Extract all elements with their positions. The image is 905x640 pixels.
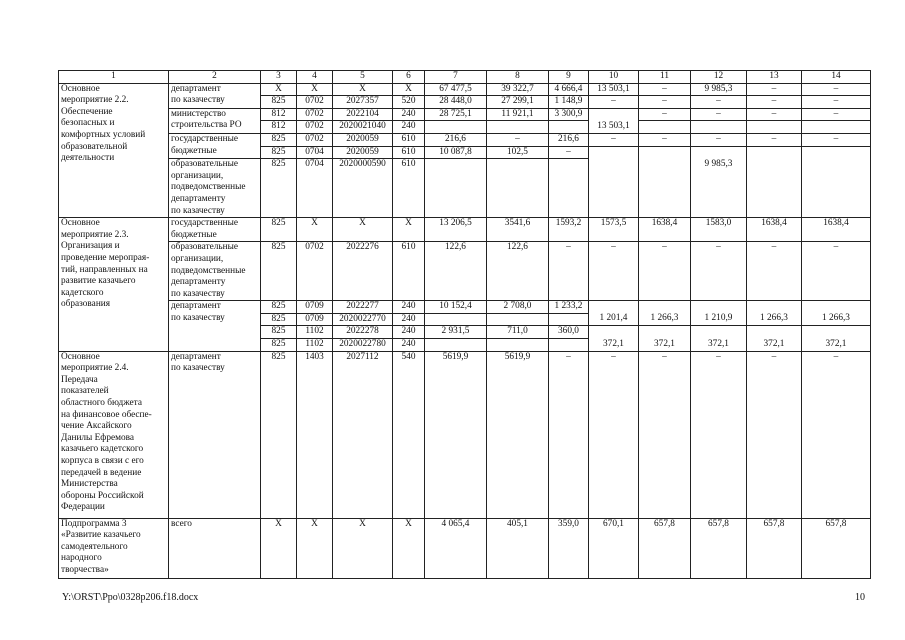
- amount-cell: 122,6: [425, 242, 487, 301]
- amount-cell: 1 148,9: [549, 96, 589, 109]
- empty-cell: [589, 159, 639, 218]
- amount-cell: 28 448,0: [425, 96, 487, 109]
- empty-cell: [639, 146, 691, 159]
- amount-cell: 1573,5: [589, 218, 639, 242]
- empty-cell: [747, 121, 802, 134]
- amount-cell: –: [691, 351, 747, 518]
- amount-cell: [549, 121, 589, 134]
- empty-cell: [639, 159, 691, 218]
- empty-cell: [802, 301, 871, 314]
- amount-cell: –: [802, 351, 871, 518]
- table-row: [59, 351, 871, 518]
- amount-cell: 1 266,3: [639, 313, 691, 326]
- code-cell: Х: [297, 218, 333, 242]
- code-cell: 2022278: [333, 326, 393, 339]
- code-cell: 2020059: [333, 133, 393, 146]
- code-cell: 240: [393, 339, 425, 352]
- column-number: 14: [802, 71, 871, 84]
- subprogram-title: Подпрограмма 3 «Развитие казачьего самодеятельного народного творчества»: [59, 518, 169, 578]
- code-cell: 812: [261, 108, 297, 121]
- amount-cell: 657,8: [802, 518, 871, 578]
- code-cell: Х: [297, 83, 333, 96]
- code-cell: 825: [261, 146, 297, 159]
- amount-cell: 3 300,9: [549, 108, 589, 121]
- amount-cell: 1638,4: [747, 218, 802, 242]
- amount-cell: [589, 108, 639, 121]
- amount-cell: 657,8: [747, 518, 802, 578]
- amount-cell: 1 201,4: [589, 313, 639, 326]
- amount-cell: 10 087,8: [425, 146, 487, 159]
- amount-cell: –: [639, 83, 691, 96]
- file-path-footer: Y:\ORST\Ppo\0328p206.f18.docx: [62, 592, 199, 603]
- amount-cell: 405,1: [487, 518, 549, 578]
- empty-cell: [747, 301, 802, 314]
- amount-cell: –: [589, 242, 639, 301]
- amount-cell: 1 266,3: [747, 313, 802, 326]
- amount-cell: –: [802, 83, 871, 96]
- amount-cell: 657,8: [639, 518, 691, 578]
- executor-cell: департамент по казачеству: [169, 301, 261, 351]
- amount-cell: 67 477,5: [425, 83, 487, 96]
- amount-cell: 5619,9: [487, 351, 549, 518]
- amount-cell: 360,0: [549, 326, 589, 339]
- code-cell: 2020021040: [333, 121, 393, 134]
- executor-cell: департамент по казачеству: [169, 83, 261, 108]
- code-cell: 1102: [297, 326, 333, 339]
- code-cell: 0709: [297, 301, 333, 314]
- empty-cell: [639, 326, 691, 339]
- empty-cell: [747, 159, 802, 218]
- code-cell: Х: [261, 518, 297, 578]
- amount-cell: –: [802, 133, 871, 146]
- code-cell: 2022277: [333, 301, 393, 314]
- amount-cell: 13 206,5: [425, 218, 487, 242]
- amount-cell: –: [802, 242, 871, 301]
- code-cell: 2027357: [333, 96, 393, 109]
- column-number: 12: [691, 71, 747, 84]
- code-cell: 520: [393, 96, 425, 109]
- code-cell: 0702: [297, 121, 333, 134]
- column-number: 13: [747, 71, 802, 84]
- amount-cell: 3541,6: [487, 218, 549, 242]
- code-cell: 610: [393, 133, 425, 146]
- amount-cell: 11 921,1: [487, 108, 549, 121]
- empty-cell: [691, 326, 747, 339]
- amount-cell: 9 985,3: [691, 83, 747, 96]
- amount-cell: –: [639, 351, 691, 518]
- code-cell: Х: [297, 518, 333, 578]
- code-cell: 825: [261, 339, 297, 352]
- amount-cell: 372,1: [691, 339, 747, 352]
- column-number: 5: [333, 71, 393, 84]
- empty-cell: [549, 313, 589, 326]
- amount-cell: 2 931,5: [425, 326, 487, 339]
- table-row: [59, 218, 871, 242]
- column-number: 8: [487, 71, 549, 84]
- amount-cell: –: [639, 96, 691, 109]
- amount-cell: –: [549, 146, 589, 159]
- code-cell: 825: [261, 313, 297, 326]
- code-cell: 1403: [297, 351, 333, 518]
- amount-cell: –: [691, 242, 747, 301]
- amount-cell: 13 503,1: [589, 121, 639, 134]
- code-cell: 812: [261, 121, 297, 134]
- column-number-row: [59, 71, 871, 84]
- table-row: [59, 159, 871, 218]
- column-number: 1: [59, 71, 169, 84]
- page-number: 10: [855, 592, 865, 603]
- empty-cell: [639, 121, 691, 134]
- empty-cell: [425, 339, 487, 352]
- column-number: 6: [393, 71, 425, 84]
- empty-cell: [747, 146, 802, 159]
- code-cell: 0704: [297, 159, 333, 218]
- amount-cell: 372,1: [589, 339, 639, 352]
- code-cell: 825: [261, 351, 297, 518]
- empty-cell: [425, 313, 487, 326]
- code-cell: 240: [393, 108, 425, 121]
- code-cell: 2020022770: [333, 313, 393, 326]
- amount-cell: 102,5: [487, 146, 549, 159]
- amount-cell: –: [747, 96, 802, 109]
- table-row: [59, 518, 871, 578]
- table-row: [59, 108, 871, 121]
- amount-cell: 1 210,9: [691, 313, 747, 326]
- code-cell: 0702: [297, 242, 333, 301]
- code-cell: 240: [393, 326, 425, 339]
- amount-cell: [425, 121, 487, 134]
- amount-cell: 4 065,4: [425, 518, 487, 578]
- column-number: 9: [549, 71, 589, 84]
- amount-cell: –: [747, 242, 802, 301]
- amount-cell: –: [691, 108, 747, 121]
- amount-cell: –: [589, 96, 639, 109]
- code-cell: 825: [261, 96, 297, 109]
- empty-cell: [802, 326, 871, 339]
- activity-title: Основное мероприятие 2.2. Обеспечение безопасных и комфортных условий образовательной деятельности: [59, 83, 169, 218]
- amount-cell: [487, 121, 549, 134]
- amount-cell: 13 503,1: [589, 83, 639, 96]
- code-cell: 0702: [297, 96, 333, 109]
- amount-cell: –: [589, 351, 639, 518]
- code-cell: 2020059: [333, 146, 393, 159]
- code-cell: 2022276: [333, 242, 393, 301]
- amount-cell: 1 266,3: [802, 313, 871, 326]
- code-cell: 0702: [297, 108, 333, 121]
- amount-cell: –: [802, 108, 871, 121]
- code-cell: 825: [261, 301, 297, 314]
- code-cell: 2027112: [333, 351, 393, 518]
- amount-cell: –: [549, 242, 589, 301]
- empty-cell: [802, 159, 871, 218]
- code-cell: 610: [393, 242, 425, 301]
- executor-cell: государственные бюджетные: [169, 218, 261, 242]
- amount-cell: 1638,4: [639, 218, 691, 242]
- amount-cell: –: [691, 133, 747, 146]
- amount-cell: –: [691, 96, 747, 109]
- code-cell: 2020000590: [333, 159, 393, 218]
- amount-cell: –: [639, 133, 691, 146]
- empty-cell: [425, 159, 487, 218]
- amount-cell: 1638,4: [802, 218, 871, 242]
- amount-cell: 4 666,4: [549, 83, 589, 96]
- empty-cell: [691, 301, 747, 314]
- executor-cell: департамент по казачеству: [169, 351, 261, 518]
- code-cell: 825: [261, 242, 297, 301]
- amount-cell: 711,0: [487, 326, 549, 339]
- empty-cell: [802, 146, 871, 159]
- amount-cell: –: [589, 133, 639, 146]
- executor-cell: министерство строительства РО: [169, 108, 261, 133]
- table-row: [59, 301, 871, 314]
- code-cell: 2022104: [333, 108, 393, 121]
- code-cell: Х: [393, 518, 425, 578]
- code-cell: 240: [393, 313, 425, 326]
- amount-cell: 372,1: [802, 339, 871, 352]
- code-cell: Х: [393, 218, 425, 242]
- empty-cell: [747, 326, 802, 339]
- code-cell: 0709: [297, 313, 333, 326]
- amount-cell: –: [639, 108, 691, 121]
- amount-cell: –: [747, 83, 802, 96]
- code-cell: Х: [261, 83, 297, 96]
- amount-cell: 27 299,1: [487, 96, 549, 109]
- column-number: 7: [425, 71, 487, 84]
- code-cell: 825: [261, 159, 297, 218]
- amount-cell: –: [802, 96, 871, 109]
- amount-cell: 10 152,4: [425, 301, 487, 314]
- amount-cell: 28 725,1: [425, 108, 487, 121]
- executor-cell: образовательные организации, подведомственные департаменту по казачеству: [169, 159, 261, 218]
- executor-cell: образовательные организации, подведомственные департаменту по казачеству: [169, 242, 261, 301]
- empty-cell: [691, 146, 747, 159]
- amount-cell: –: [747, 108, 802, 121]
- table-row: [59, 133, 871, 146]
- column-number: 4: [297, 71, 333, 84]
- amount-cell: –: [639, 242, 691, 301]
- amount-cell: 657,8: [691, 518, 747, 578]
- empty-cell: [802, 121, 871, 134]
- code-cell: 0702: [297, 133, 333, 146]
- amount-cell: 1593,2: [549, 218, 589, 242]
- activity-title: Основное мероприятие 2.3. Организация и проведение меропрая- тий, направленных на развитие казачьего кадетского образования: [59, 218, 169, 352]
- empty-cell: [549, 159, 589, 218]
- amount-cell: 216,6: [425, 133, 487, 146]
- code-cell: Х: [333, 218, 393, 242]
- empty-cell: [487, 339, 549, 352]
- empty-cell: [549, 339, 589, 352]
- code-cell: 825: [261, 218, 297, 242]
- column-number: 10: [589, 71, 639, 84]
- code-cell: 240: [393, 121, 425, 134]
- amount-cell: 9 985,3: [691, 159, 747, 218]
- code-cell: Х: [393, 83, 425, 96]
- code-cell: 610: [393, 159, 425, 218]
- column-number: 2: [169, 71, 261, 84]
- executor-cell: всего: [169, 518, 261, 578]
- code-cell: 825: [261, 133, 297, 146]
- amount-cell: 372,1: [639, 339, 691, 352]
- amount-cell: 216,6: [549, 133, 589, 146]
- amount-cell: 372,1: [747, 339, 802, 352]
- empty-cell: [639, 301, 691, 314]
- empty-cell: [691, 121, 747, 134]
- amount-cell: –: [747, 351, 802, 518]
- amount-cell: 670,1: [589, 518, 639, 578]
- code-cell: 240: [393, 301, 425, 314]
- executor-cell: государственные бюджетные: [169, 133, 261, 158]
- amount-cell: –: [487, 133, 549, 146]
- amount-cell: 1583,0: [691, 218, 747, 242]
- amount-cell: 122,6: [487, 242, 549, 301]
- code-cell: 825: [261, 326, 297, 339]
- amount-cell: –: [549, 351, 589, 518]
- budget-table: [58, 70, 871, 579]
- amount-cell: 39 322,7: [487, 83, 549, 96]
- code-cell: 2020022780: [333, 339, 393, 352]
- table-row: [59, 83, 871, 96]
- code-cell: 1102: [297, 339, 333, 352]
- empty-cell: [589, 301, 639, 314]
- amount-cell: 2 708,0: [487, 301, 549, 314]
- amount-cell: 1 233,2: [549, 301, 589, 314]
- empty-cell: [589, 146, 639, 159]
- column-number: 3: [261, 71, 297, 84]
- amount-cell: –: [747, 133, 802, 146]
- activity-title: Основное мероприятие 2.4. Передача показателей областного бюджета на финансовое обеспе- чение Аксайского Данилы Ефремова казачьего кадетского корпуса в связи с его передачей в ведение Министерства обороны Российской Федерации: [59, 351, 169, 518]
- column-number: 11: [639, 71, 691, 84]
- empty-cell: [487, 313, 549, 326]
- code-cell: Х: [333, 83, 393, 96]
- code-cell: 540: [393, 351, 425, 518]
- amount-cell: 359,0: [549, 518, 589, 578]
- code-cell: 0704: [297, 146, 333, 159]
- code-cell: Х: [333, 518, 393, 578]
- amount-cell: 5619,9: [425, 351, 487, 518]
- empty-cell: [589, 326, 639, 339]
- code-cell: 610: [393, 146, 425, 159]
- empty-cell: [487, 159, 549, 218]
- table-row: [59, 242, 871, 301]
